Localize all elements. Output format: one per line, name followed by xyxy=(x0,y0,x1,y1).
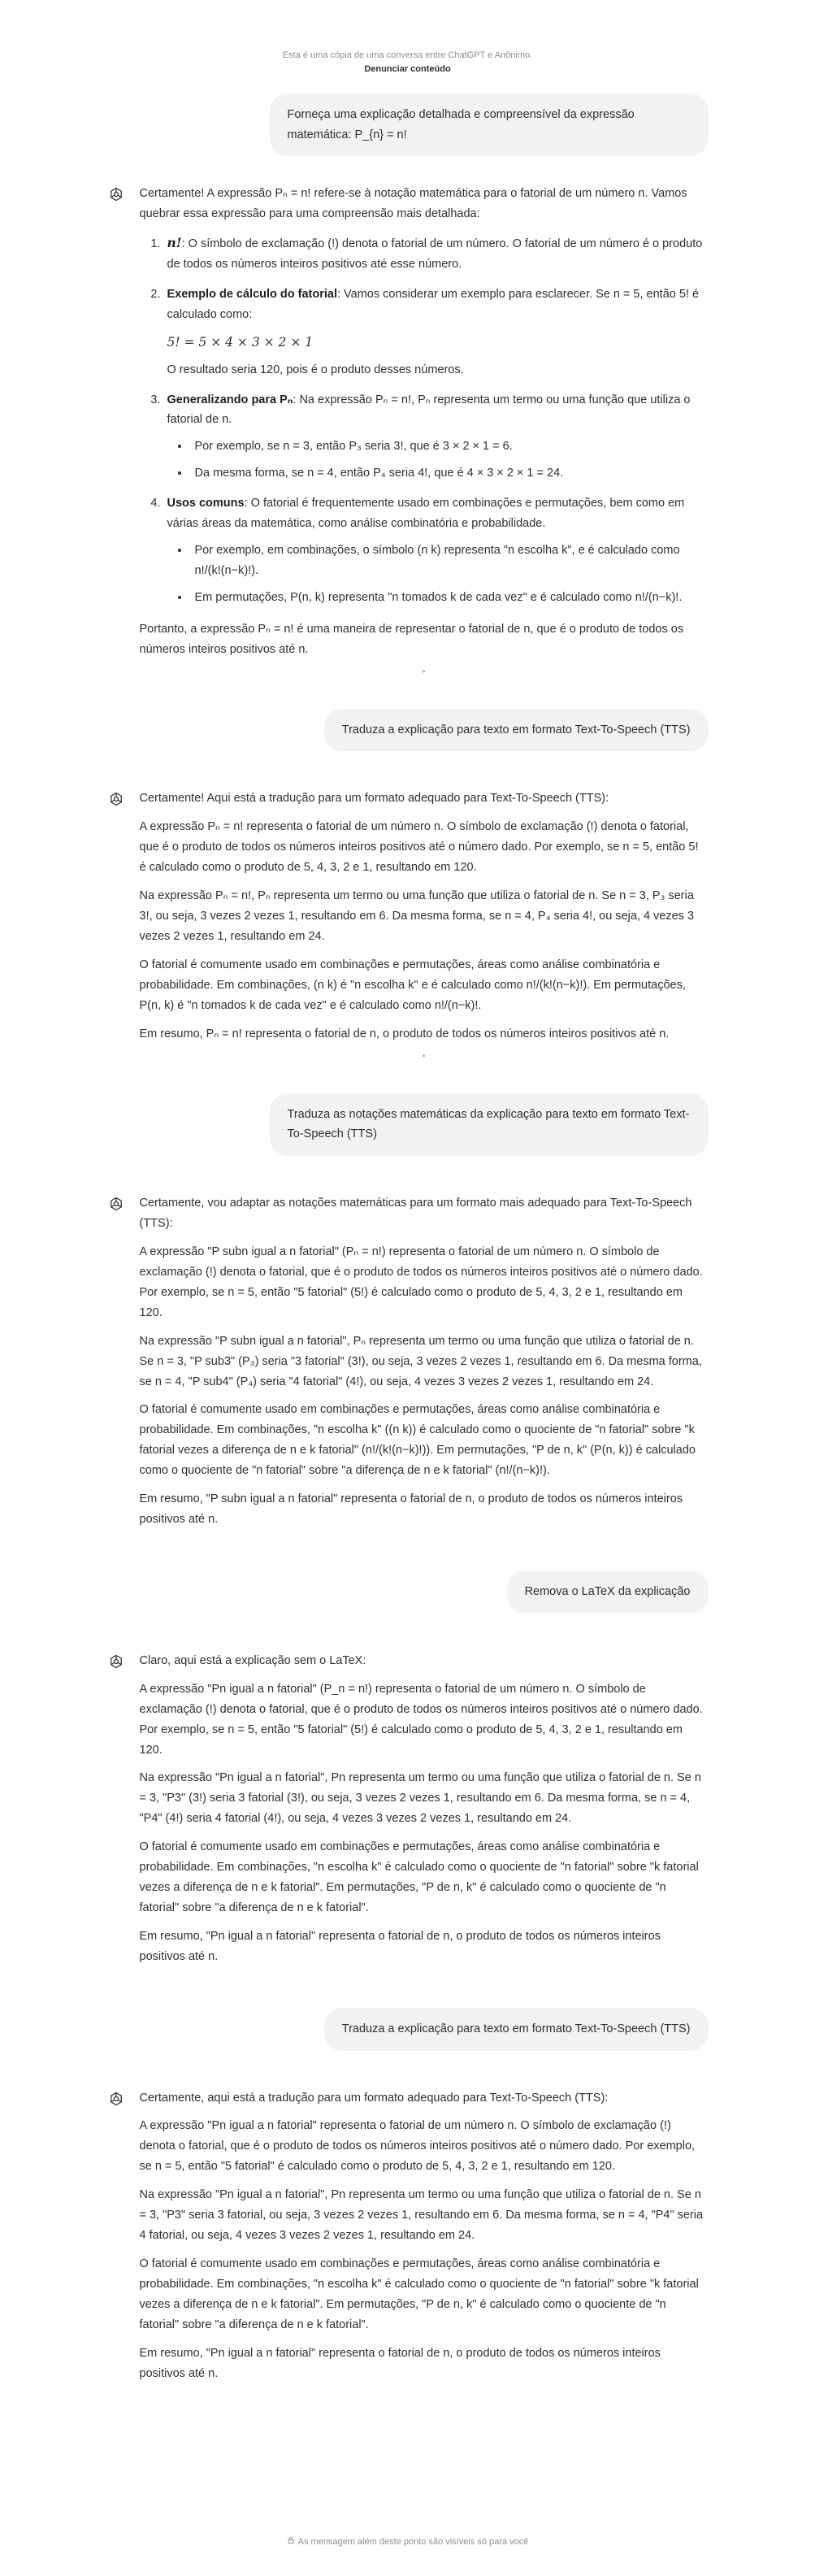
chatgpt-logo-icon xyxy=(107,2090,125,2108)
sub-list xyxy=(167,541,709,608)
assistant-paragraph: Certamente, aqui está a tradução para um formato adequado para Text-To-Speech (TTS): xyxy=(139,2091,609,2105)
factorial-formula: 5! = 5 × 4 × 3 × 2 × 1 xyxy=(167,334,314,350)
user-message-bubble: Traduza a explicação para texto em formato Text-To-Speech (TTS) xyxy=(324,2008,709,2051)
explanation-list xyxy=(140,232,709,608)
assistant-paragraph: Em resumo, Pₙ = n! representa o fatorial de n, o produto de todos os números inteiros positivos até n. xyxy=(139,1027,670,1040)
assistant-paragraph: O fatorial é comumente usado em combinações e permutações, áreas como análise combinatória e probabilidade. Em combinações, "n escolha k" é calculado como o quociente de "n fatorial" sobre "k fatorial vezes a diferença de n e k fatorial". Em permutações, "P de n, k" é calculado como o quociente de "n fatorial" sobre "a diferença de n e k fatorial". xyxy=(139,2257,699,2331)
assistant-paragraph: Na expressão "Pn igual a n fatorial", Pn representa um termo ou uma função que utiliza o fatorial de n. Se n = 3, "P3" seria 3 fatorial, ou seja, 3 vezes 2 vezes 1, resultando em 6. Da mesma forma, se n = 4, "P4" seria 4 fatorial, ou seja, 4 vezes 3 vezes 2 vezes 1, resultando em 24. xyxy=(139,2188,704,2243)
assistant-message-body xyxy=(140,1651,709,1975)
conversation-thread xyxy=(107,93,709,2392)
item-title: Exemplo de cálculo do fatorial xyxy=(167,288,337,302)
list-item xyxy=(164,232,709,275)
user-message-bubble: Traduza a explicação para texto em formato Text-To-Speech (TTS) xyxy=(324,709,709,752)
sub-list-item: • Por exemplo, se n = 3, então P₃ seria 3!, que é 3 × 2 × 1 = 6. xyxy=(190,437,709,457)
assistant-paragraph: Em resumo, "Pn igual a n fatorial" representa o fatorial de n, o produto de todos os números inteiros positivos até n. xyxy=(139,2346,661,2380)
assistant-paragraph: O fatorial é comumente usado em combinações e permutações, áreas como análise combinatória e probabilidade. Em combinações, "n escolha k" ((n k)) é calculado como o quociente de "n fatorial" sobre "k fatorial vezes a diferença de n e k fatorial" (n!/(k!(n−k)!)). Em permutações, "P de n, k" (P(n, k)) é calculado como o quociente de "n fatorial" sobre "a diferença de n e k fatorial" (n!/(n−k)!). xyxy=(139,1403,696,1478)
chatgpt-logo-icon xyxy=(107,1195,125,1213)
assistant-message xyxy=(107,184,709,676)
assistant-paragraph: Claro, aqui está a explicação sem o LaTeX: xyxy=(139,1653,366,1667)
chatgpt-logo-icon xyxy=(107,185,125,203)
assistant-message-body xyxy=(140,788,709,1060)
assistant-message-body xyxy=(140,184,709,676)
item-result: O resultado seria 120, pois é o produto desses números. xyxy=(167,363,464,376)
item-text: : O fatorial é frequentemente usado em combinações e permutações, bem como em várias áreas da matemática, como análise combinatória e probabilidade. xyxy=(167,497,685,531)
chatgpt-logo-icon xyxy=(107,790,125,808)
assistant-message xyxy=(107,1651,709,1975)
report-content-link[interactable]: Denunciar conteúdo xyxy=(364,63,451,74)
user-message-bubble: Remova o LaTeX da explicação xyxy=(507,1570,709,1614)
user-message xyxy=(107,1570,709,1614)
assistant-message xyxy=(107,1193,709,1538)
user-message xyxy=(107,2008,709,2051)
shared-notice xyxy=(0,0,815,76)
sub-list-item: • Por exemplo, em combinações, o símbolo (n k) representa "n escolha k", e é calculado como n!/(k!(n−k)!). xyxy=(190,541,709,581)
assistant-paragraph: O fatorial é comumente usado em combinações e permutações, áreas como análise combinatória e probabilidade. Em combinações, (n k) é "n escolha k" e é calculado como n!/(k!(n−k)!). Em permutações, P(n, k) é "n tomados k de cada vez" e é calculado como n!/(n−k)!. xyxy=(139,958,686,1012)
user-message-bubble: Traduza as notações matemáticas da explicação para texto em formato Text-To-Speech (TTS) xyxy=(270,1093,709,1156)
assistant-message-body xyxy=(140,1193,709,1538)
visibility-notice xyxy=(0,2536,815,2548)
sub-list xyxy=(167,437,709,484)
assistant-paragraph: Em resumo, "P subn igual a n fatorial" representa o fatorial de n, o produto de todos os números inteiros positivos até n. xyxy=(139,1492,683,1527)
divider-dot: • xyxy=(422,665,426,677)
user-message-bubble: Forneça uma explicação detalhada e compreensível da expressão matemática: P_{n} = n! xyxy=(270,93,709,156)
item-title: Generalizando para Pₙ xyxy=(167,393,293,406)
user-message xyxy=(107,709,709,752)
lock-icon xyxy=(287,2536,295,2544)
item-text: : Na expressão Pₙ = n!, Pₙ representa um termo ou uma função que utiliza o fatorial de n. xyxy=(167,393,691,427)
sub-list-item: • Da mesma forma, se n = 4, então P₄ seria 4!, que é 4 × 3 × 2 × 1 = 24. xyxy=(190,463,709,484)
assistant-message-body xyxy=(140,2088,709,2392)
sub-list-item: • Em permutações, P(n, k) representa "n tomados k de cada vez" e é calculado como n!/(n−k)!. xyxy=(190,588,709,608)
assistant-paragraph: Portanto, a expressão Pₙ = n! é uma maneira de representar o fatorial de n, que é o produto de todos os números inteiros positivos até n. xyxy=(139,622,684,656)
item-title: Usos comuns xyxy=(167,497,245,510)
user-message xyxy=(107,93,709,156)
shared-notice-text: Esta é uma cópia de uma conversa entre ChatGPT e Anônimo. xyxy=(282,50,533,60)
assistant-paragraph: Na expressão Pₙ = n!, Pₙ representa um termo ou uma função que utiliza o fatorial de n. Se n = 3, P₃ seria 3!, ou seja, 3 vezes 2 vezes 1, resultando em 6. Da mesma forma, se n = 4, P₄ seria 4!, ou seja, 4 vezes 3 vezes 2 vezes 1, resultando em 24. xyxy=(139,889,695,944)
assistant-paragraph: Na expressão "Pn igual a n fatorial", Pn representa um termo ou uma função que utiliza o fatorial de n. Se n = 3, "P3" (3!) seria 3 fatorial (3!), ou seja, 3 vezes 2 vezes 1, resultando em 6. Da mesma forma, se n = 4, "P4" (4!) seria 4 fatorial (4!), ou seja, 4 vezes 3 vezes 2 vezes 1, resultando em 24. xyxy=(139,1771,701,1826)
assistant-paragraph: Certamente! Aqui está a tradução para um formato adequado para Text-To-Speech (TTS): xyxy=(139,792,609,806)
assistant-paragraph: A expressão Pₙ = n! representa o fatorial de um número n. O símbolo de exclamação (!) denota o fatorial, que é o produto de todos os números inteiros positivos até o número dado. Por exemplo, se n = 5, então 5! é calculado como o produto de 5, 4, 3, 2 e 1, resultando em 120. xyxy=(139,820,699,875)
assistant-paragraph: Em resumo, "Pn igual a n fatorial" representa o fatorial de n, o produto de todos os números inteiros positivos até n. xyxy=(139,1930,661,1963)
assistant-paragraph: A expressão "Pn igual a n fatorial" (P_n = n!) representa o fatorial de um número n. O símbolo de exclamação (!) denota o fatorial, que é o produto de todos os números inteiros positivos até o número dado. Por exemplo, se n = 5, então "5 fatorial" (5!) é calculado como o produto de 5, 4, 3, 2 e 1, resultando em 120. xyxy=(139,1682,703,1757)
list-item xyxy=(164,285,709,380)
list-item xyxy=(164,493,709,608)
assistant-paragraph: O fatorial é comumente usado em combinações e permutações, áreas como análise combinatória e probabilidade. Em combinações, "n escolha k" é calculado como o quociente de "n fatorial" sobre "k fatorial vezes a diferença de n e k fatorial". Em permutações, "P de n, k" é calculado como o quociente de "n fatorial" sobre "a diferença de n e k fatorial". xyxy=(139,1840,699,1915)
item-text: : Vamos considerar um exemplo para esclarecer. Se n = 5, então 5! é calculado como: xyxy=(167,288,700,321)
list-item xyxy=(164,390,709,484)
user-message xyxy=(107,1093,709,1156)
item-title: n! xyxy=(167,235,182,251)
assistant-message xyxy=(107,2088,709,2392)
assistant-paragraph: Na expressão "P subn igual a n fatorial", Pₙ representa um termo ou uma função que utiliza o fatorial de n. Se n = 3, "P sub3" (P₃) seria "3 fatorial" (3!), ou seja, 3 vezes 2 vezes 1, resultando em 6. Da mesma forma, se n = 4, "P sub4" (P₄) seria "4 fatorial" (4!), ou seja, 4 vezes 3 vezes 2 vezes 1, resultando em 24. xyxy=(139,1334,702,1388)
visibility-notice-text: As mensagem além deste ponto são visíveis só para você xyxy=(297,2537,529,2547)
assistant-paragraph: Certamente, vou adaptar as notações matemáticas para um formato mais adequado para Text-To-Speech (TTS): xyxy=(139,1197,692,1230)
assistant-paragraph: A expressão "Pn igual a n fatorial" representa o fatorial de um número n. O símbolo de exclamação (!) denota o fatorial, que é o produto de todos os números inteiros positivos até o número dado. Por exemplo, se n = 5, então "5 fatorial" é calculado como o produto de 5, 4, 3, 2 e 1, resultando em 120. xyxy=(139,2119,696,2174)
item-text: : O símbolo de exclamação (!) denota o fatorial de um número. O fatorial de um número é o produto de todos os números inteiros positivos até esse número. xyxy=(167,237,703,272)
assistant-paragraph: Certamente! A expressão Pₙ = n! refere-se à notação matemática para o fatorial de um número n. Vamos quebrar essa expressão para uma compreensão mais detalhada: xyxy=(139,187,687,221)
assistant-paragraph: A expressão "P subn igual a n fatorial" (Pₙ = n!) representa o fatorial de um número n. O símbolo de exclamação (!) denota o fatorial, que é o produto de todos os números inteiros positivos até o número dado. Por exemplo, se n = 5, então "5 fatorial" (5!) é calculado como o produto de 5, 4, 3, 2 e 1, resultando em 120. xyxy=(139,1245,703,1319)
divider-dot: • xyxy=(422,1049,426,1062)
chatgpt-logo-icon xyxy=(107,1653,125,1670)
assistant-message xyxy=(107,788,709,1060)
